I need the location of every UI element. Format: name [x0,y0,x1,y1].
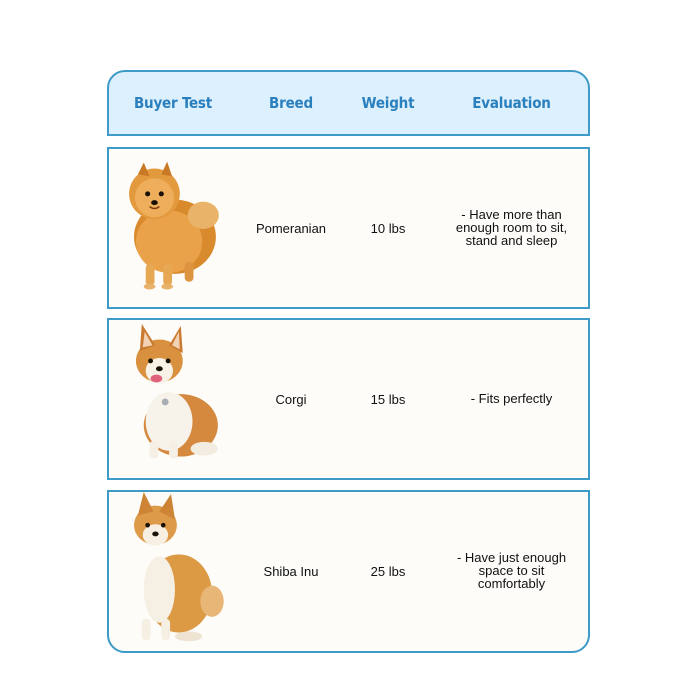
evaluation-cell [431,320,592,478]
weight-cell: 15 lbs [370,391,406,407]
weight-cell: 10 lbs [370,220,406,236]
evaluation-cell [431,492,592,651]
breed-cell: Corgi [275,391,307,407]
breed-cell: Shiba Inu [263,564,319,579]
evaluation-text: - Fits perfectly [470,390,553,406]
evaluation-text: - Have more than enough room to sit, stand and sleep [455,206,568,248]
header-weight: Weight [361,94,415,112]
table-row-shiba-inu [107,490,590,653]
weight-cell: 25 lbs [370,564,406,579]
header-evaluation: Evaluation [472,94,551,112]
table-row-pomeranian [107,147,590,309]
corgi-photo [109,320,237,478]
breed-cell: Pomeranian [255,220,327,236]
pomeranian-photo [109,149,237,307]
table-header [107,70,590,136]
evaluation-cell [431,149,592,307]
evaluation-text: - Have just enough space to sit comfortably [456,550,567,591]
table-row-corgi [107,318,590,480]
shiba-inu-photo [109,492,237,651]
header-buyer-test: Buyer Test [133,94,213,112]
header-breed: Breed [269,94,313,112]
